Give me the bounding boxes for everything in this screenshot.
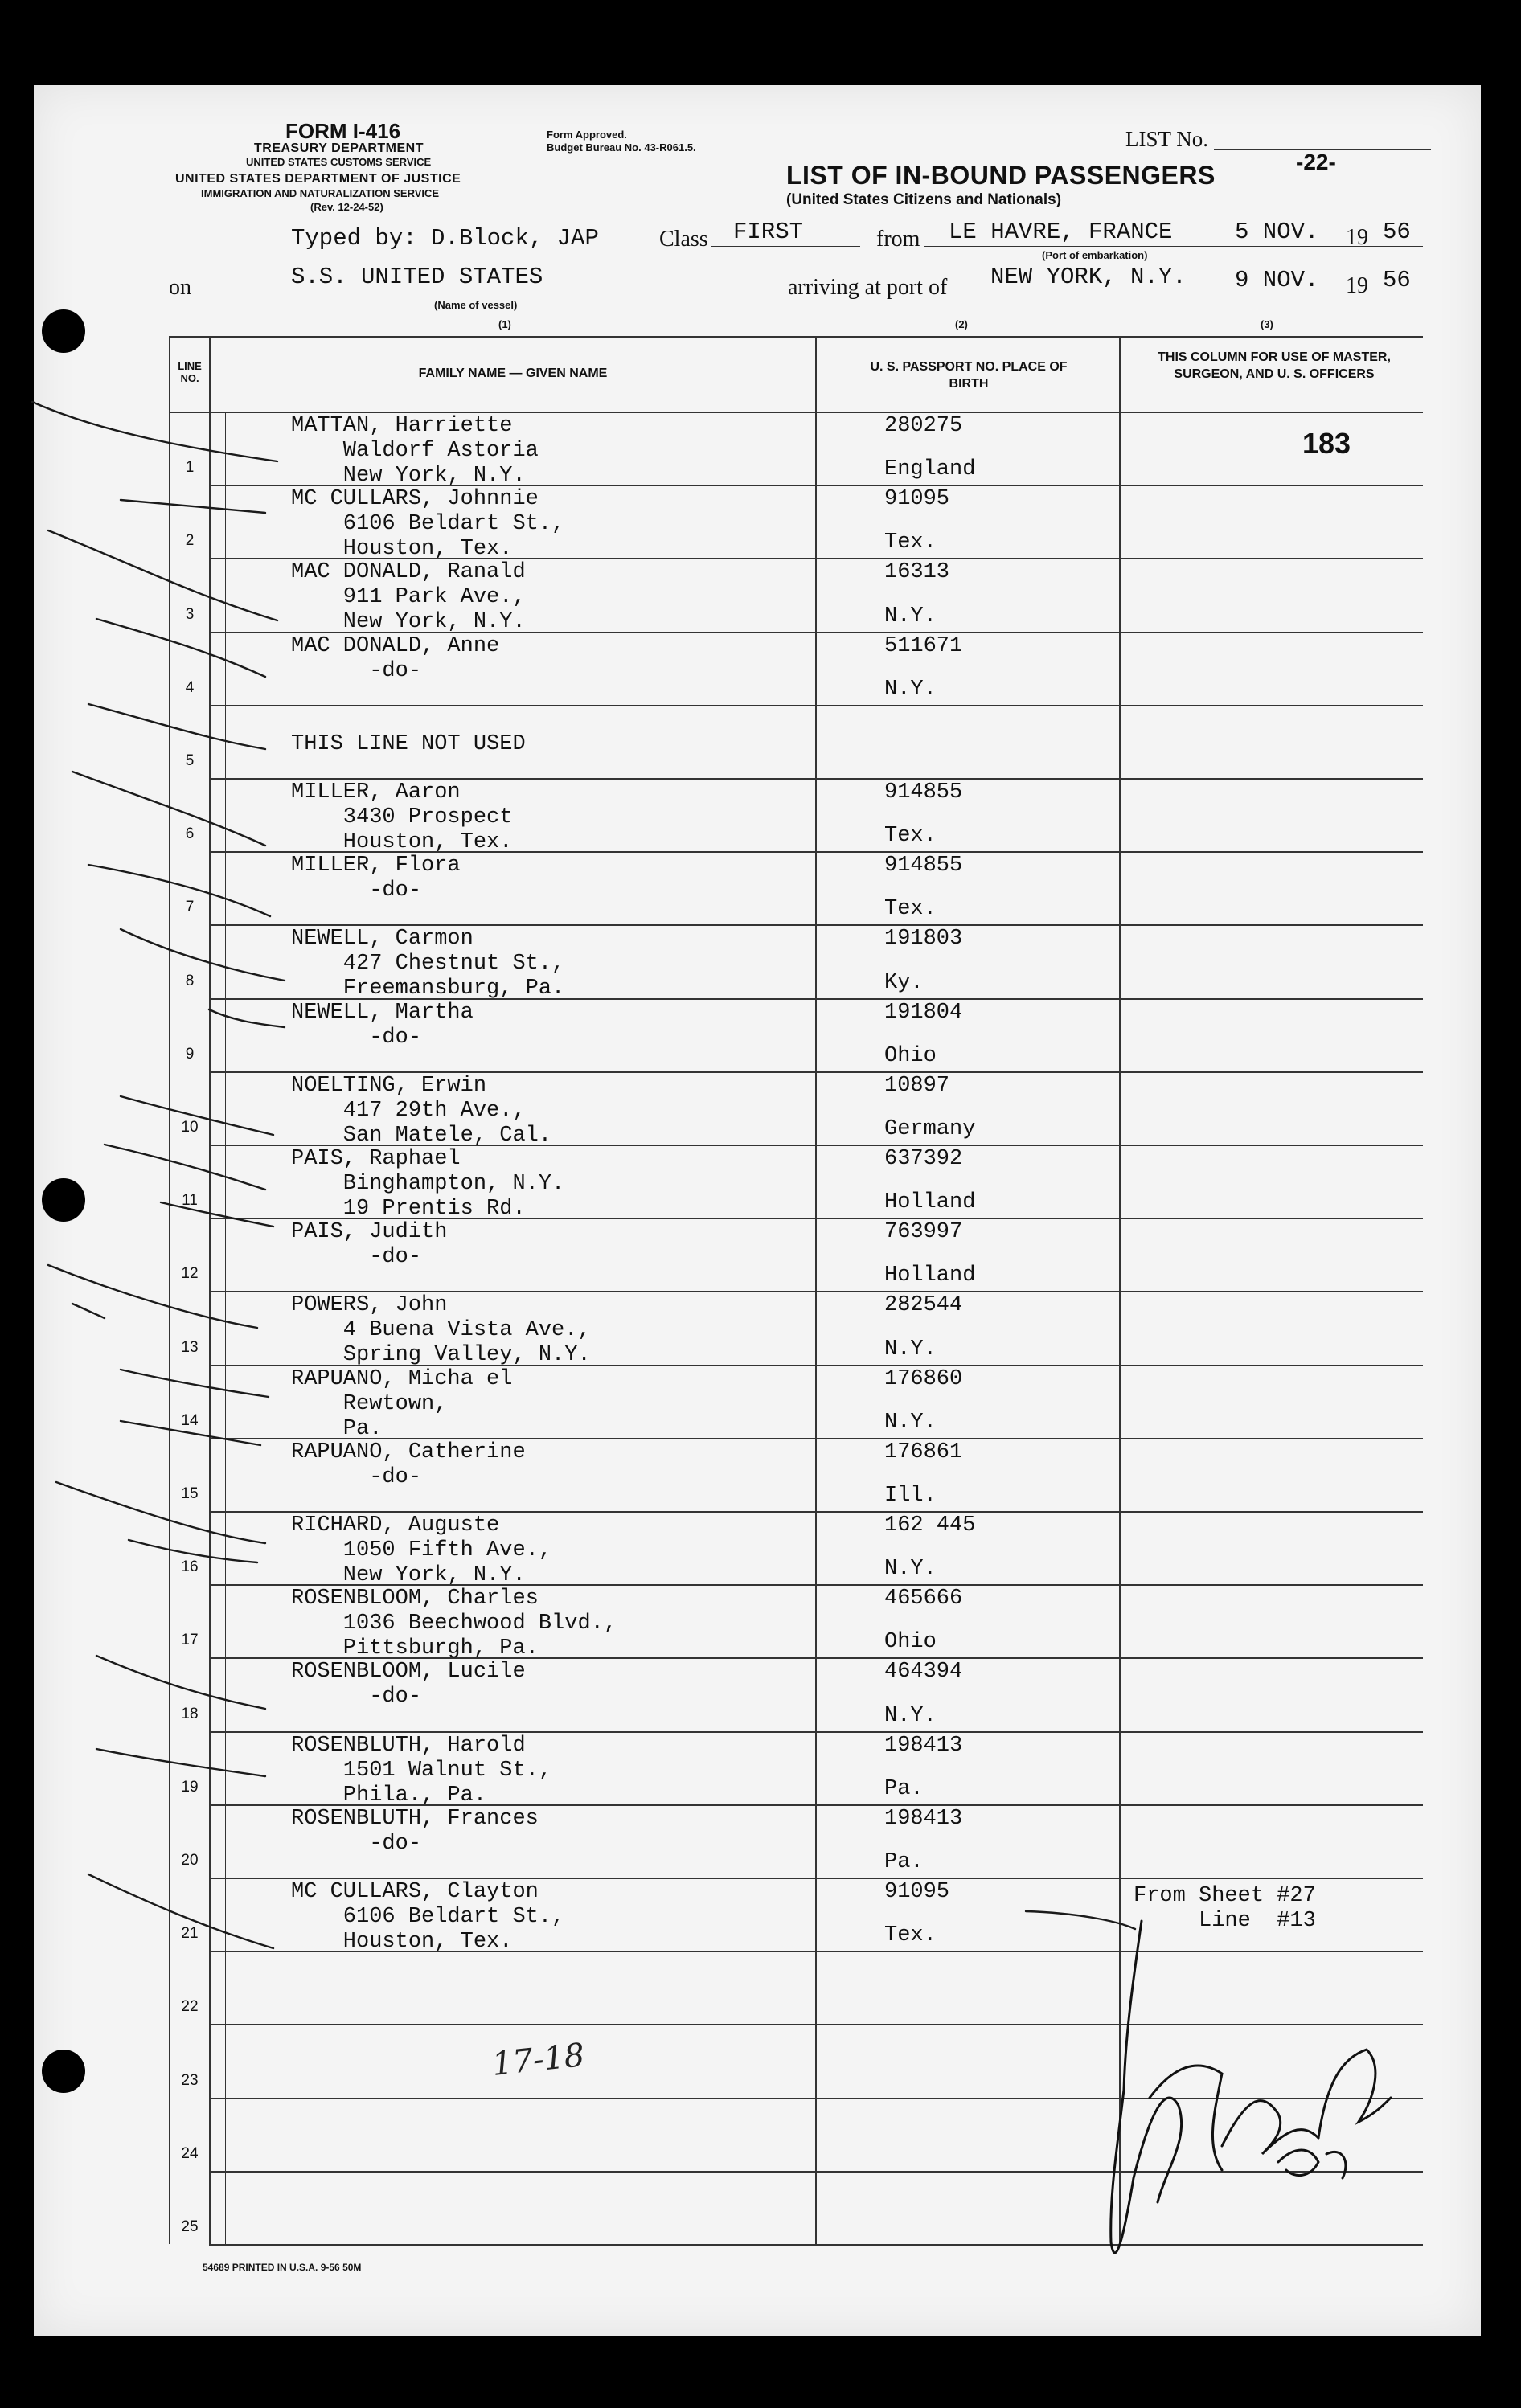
justice-dept: UNITED STATES DEPARTMENT OF JUSTICE (175, 172, 461, 186)
place-of-birth: Ky. (884, 970, 924, 995)
column-2-number: (2) (955, 318, 968, 330)
list-number: -22- (1296, 149, 1336, 174)
line-number: 4 (185, 678, 195, 696)
depart-year-prefix: 19 (1346, 225, 1368, 250)
line-number: 2 (185, 532, 195, 550)
col-header-line-no: LINE NO. (178, 360, 202, 384)
line-number: 1 (185, 459, 195, 477)
revision: (Rev. 12-24-52) (310, 201, 383, 213)
passport-number: 162 445 (884, 1513, 976, 1538)
line-number: 24 (181, 2144, 199, 2162)
tick-mark (161, 1202, 273, 1227)
line-number: 3 (185, 605, 195, 623)
class-value: FIRST (733, 219, 804, 245)
passport-number: 91095 (884, 1880, 950, 1904)
print-code: 54689 PRINTED IN U.S.A. 9-56 50M (203, 2262, 362, 2273)
form-approved: Form Approved. (547, 129, 627, 141)
officer-note: 183 (1302, 427, 1351, 460)
tick-mark (105, 1145, 265, 1190)
tick-mark (121, 1370, 269, 1397)
tick-mark (129, 1540, 257, 1562)
tick-mark (72, 1304, 105, 1318)
tick-mark (121, 1421, 260, 1445)
tick-mark (96, 1749, 265, 1776)
place-of-birth: Tex. (884, 824, 937, 849)
line-number: 13 (181, 1338, 199, 1356)
depart-date: 5 NOV. (1235, 219, 1319, 245)
tick-mark (48, 1265, 257, 1328)
passenger-name-address: NEWELL, Carmon 427 Chestnut St., Freemansburg, Pa. (291, 927, 565, 1001)
line-number: 11 (182, 1192, 198, 1210)
col-header-officers: THIS COLUMN FOR USE OF MASTER, SURGEON, AND U. S. OFFICERS (1158, 350, 1391, 381)
line-number: 5 (185, 752, 195, 769)
line-number: 14 (181, 1411, 199, 1429)
place-of-birth: N.Y. (884, 1703, 937, 1728)
passport-number: 16313 (884, 560, 950, 585)
form-number: FORM I-416 (285, 119, 401, 143)
list-no-label: LIST No. (1125, 127, 1209, 151)
passenger-name-address: ROSENBLOOM, Lucile -do- (291, 1660, 526, 1710)
line-number: 12 (181, 1265, 199, 1283)
place-of-birth: Germany (884, 1117, 976, 1141)
passport-number: 914855 (884, 854, 963, 878)
passenger-name-address: RAPUANO, Catherine -do- (291, 1439, 526, 1489)
passport-number: 176860 (884, 1366, 963, 1391)
line-number: 16 (181, 1558, 199, 1576)
passenger-name-address: MAC DONALD, Anne -do- (291, 633, 500, 683)
passenger-name-address: ROSENBLOOM, Charles 1036 Beechwood Blvd., Pittsburgh, Pa. (291, 1587, 617, 1661)
place-of-birth: Pa. (884, 1776, 924, 1801)
column-3-number: (3) (1261, 318, 1273, 330)
line-number: 6 (185, 825, 195, 843)
tick-mark (209, 1009, 285, 1027)
passport-number: 511671 (884, 633, 963, 658)
embark-caption: (Port of embarkation) (1042, 249, 1148, 261)
place-of-birth: Holland (884, 1263, 976, 1288)
line-number: 23 (181, 2071, 199, 2089)
passport-number: 176861 (884, 1439, 963, 1464)
arriving-label: arriving at port of (788, 275, 948, 300)
officer-note: From Sheet #27 Line #13 (1134, 1884, 1316, 1933)
passenger-name-address: POWERS, John 4 Buena Vista Ave., Spring Valley, N.Y. (291, 1293, 591, 1368)
embark-port: LE HAVRE, FRANCE (949, 219, 1173, 245)
place-of-birth: Tex. (884, 897, 937, 922)
page-subtitle: (United States Citizens and Nationals) (786, 191, 1062, 208)
passenger-name-address: THIS LINE NOT USED (291, 731, 526, 756)
arrival-year: 56 (1383, 267, 1411, 293)
officer-signature (1101, 1905, 1407, 2283)
immigration-service: IMMIGRATION AND NATURALIZATION SERVICE (201, 187, 440, 199)
passport-number: 191804 (884, 1000, 963, 1025)
place-of-birth: Ohio (884, 1630, 937, 1655)
passport-number: 637392 (884, 1147, 963, 1171)
passenger-name-address: ROSENBLUTH, Frances -do- (291, 1806, 539, 1856)
line-number: 8 (185, 972, 195, 989)
tick-mark (72, 772, 265, 846)
place-of-birth: Holland (884, 1190, 976, 1215)
passport-number: 280275 (884, 414, 963, 438)
passenger-name-address: MILLER, Flora -do- (291, 854, 461, 903)
handwritten-note: 17-18 (490, 2037, 587, 2083)
vessel-caption: (Name of vessel) (434, 299, 518, 311)
tick-mark (48, 530, 277, 620)
arrival-year-prefix: 19 (1346, 273, 1368, 298)
col-header-name: FAMILY NAME — GIVEN NAME (418, 367, 608, 380)
passport-number: 464394 (884, 1660, 963, 1685)
tick-mark (96, 619, 265, 677)
class-label: Class (659, 227, 708, 252)
place-of-birth: England (884, 457, 976, 482)
passport-number: 465666 (884, 1587, 963, 1611)
passenger-name-address: RAPUANO, Micha el Rewtown, Pa. (291, 1366, 513, 1441)
line-number: 15 (181, 1485, 199, 1502)
tick-mark (88, 1874, 273, 1948)
passenger-name-address: MC CULLARS, Clayton 6106 Beldart St., Houston, Tex. (291, 1880, 565, 1954)
place-of-birth: N.Y. (884, 1337, 937, 1362)
place-of-birth: N.Y. (884, 1557, 937, 1582)
passenger-name-address: NEWELL, Martha -do- (291, 1000, 474, 1050)
on-label: on (169, 275, 191, 300)
passport-number: 763997 (884, 1220, 963, 1245)
line-number: 21 (181, 1925, 199, 1943)
passenger-name-address: MAC DONALD, Ranald 911 Park Ave., New York, N.Y. (291, 560, 526, 635)
line-number: 17 (181, 1632, 199, 1649)
passenger-name-address: ROSENBLUTH, Harold 1501 Walnut St., Phila., Pa. (291, 1733, 552, 1808)
passenger-name-address: MC CULLARS, Johnnie 6106 Beldart St., Houston, Tex. (291, 487, 565, 562)
passenger-name-address: MILLER, Aaron 3430 Prospect Houston, Tex. (291, 780, 513, 854)
passenger-name-address: PAIS, Raphael Binghampton, N.Y. 19 Prentis Rd. (291, 1147, 565, 1221)
line-number: 25 (181, 2218, 199, 2235)
tick-mark (88, 704, 265, 749)
depart-year: 56 (1383, 219, 1411, 245)
place-of-birth: Tex. (884, 1923, 937, 1948)
typed-by: Typed by: D.Block, JAP (291, 225, 599, 252)
place-of-birth: Ill. (884, 1484, 937, 1508)
treasury-dept: TREASURY DEPARTMENT (254, 141, 424, 155)
line-number: 18 (181, 1705, 199, 1722)
arrival-port: NEW YORK, N.Y. (990, 264, 1187, 290)
passport-number: 198413 (884, 1806, 963, 1831)
tick-mark (121, 929, 285, 981)
col-header-passport: U. S. PASSPORT NO. PLACE OF BIRTH (870, 360, 1068, 391)
place-of-birth: Tex. (884, 530, 937, 555)
from-label: from (876, 227, 920, 252)
passport-number: 91095 (884, 487, 950, 512)
place-of-birth: N.Y. (884, 1410, 937, 1435)
tick-mark (96, 1656, 265, 1709)
arrival-date: 9 NOV. (1235, 267, 1319, 293)
passport-number: 914855 (884, 780, 963, 805)
passport-number: 191803 (884, 927, 963, 952)
tick-mark (121, 1096, 273, 1135)
page-title: LIST OF IN-BOUND PASSENGERS (786, 161, 1216, 190)
line-number: 7 (185, 899, 195, 916)
place-of-birth: N.Y. (884, 604, 937, 629)
column-1-number: (1) (498, 318, 511, 330)
line-number: 9 (185, 1045, 195, 1063)
passenger-name-address: NOELTING, Erwin 417 29th Ave., San Matele, Cal. (291, 1073, 552, 1148)
passenger-name-address: MATTAN, Harriette Waldorf Astoria New York, N.Y. (291, 414, 539, 488)
customs-service: UNITED STATES CUSTOMS SERVICE (246, 156, 432, 168)
line-number: 19 (181, 1778, 199, 1796)
line-number: 20 (181, 1852, 199, 1869)
passport-number: 198413 (884, 1733, 963, 1758)
passenger-name-address: RICHARD, Auguste 1050 Fifth Ave., New York, N.Y. (291, 1513, 552, 1587)
tick-mark (32, 402, 277, 461)
passenger-name-address: PAIS, Judith -do- (291, 1220, 448, 1270)
place-of-birth: Pa. (884, 1850, 924, 1874)
vessel-name: S.S. UNITED STATES (291, 264, 543, 290)
passport-number: 282544 (884, 1293, 963, 1318)
place-of-birth: N.Y. (884, 677, 937, 702)
budget-bureau: Budget Bureau No. 43-R061.5. (547, 141, 696, 154)
tick-mark (121, 500, 265, 513)
passport-number: 10897 (884, 1073, 950, 1098)
line-number: 10 (181, 1119, 199, 1136)
tick-mark (88, 865, 270, 916)
tick-mark (56, 1482, 265, 1543)
line-number: 22 (181, 1998, 199, 2016)
place-of-birth: Ohio (884, 1043, 937, 1068)
